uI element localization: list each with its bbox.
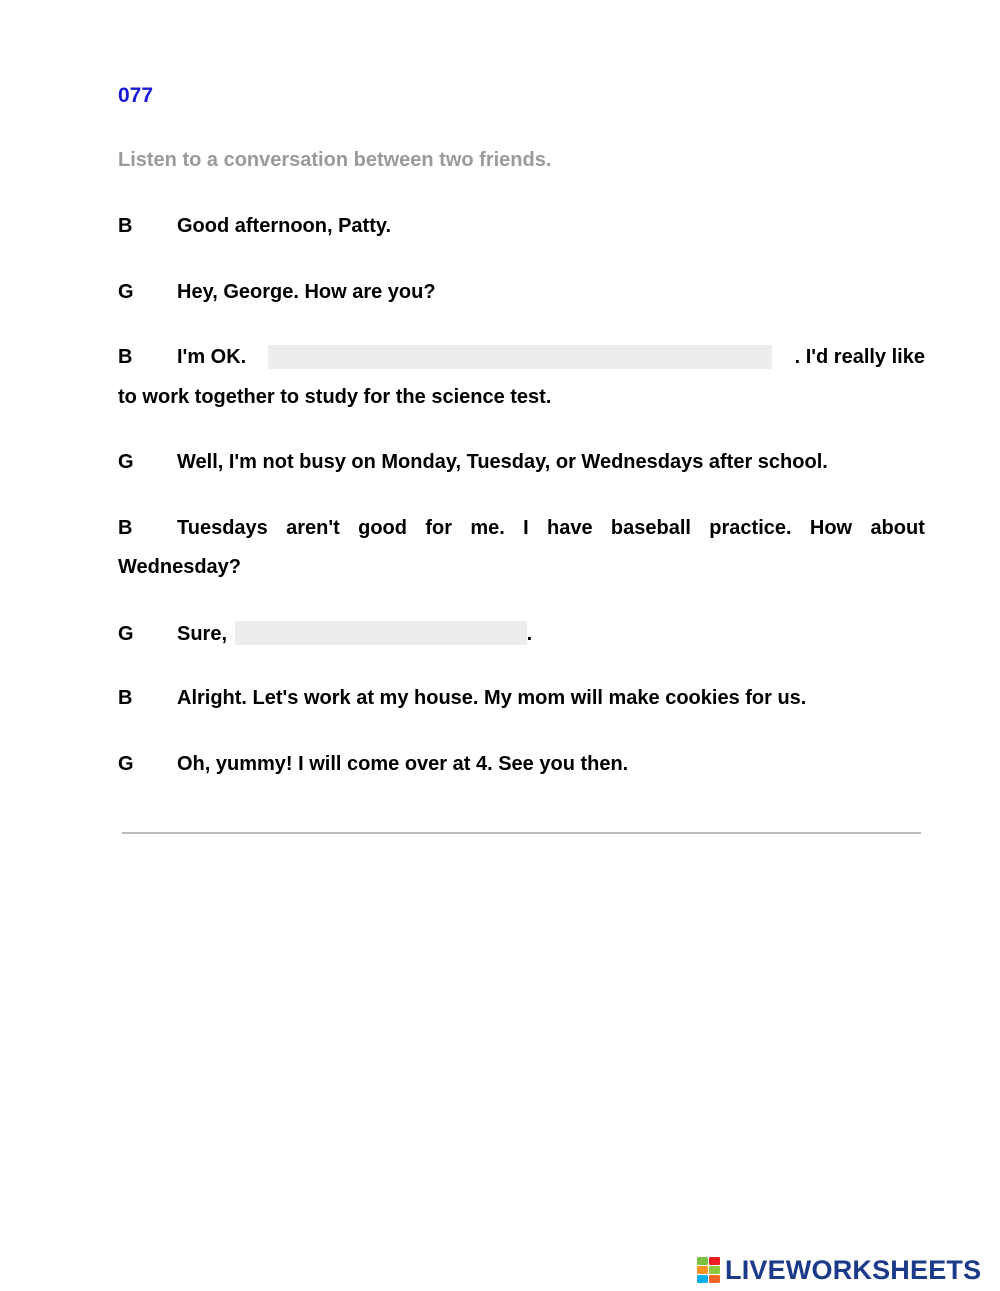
dialogue-continuation: Wednesday?	[118, 556, 241, 578]
divider-line	[122, 832, 921, 834]
dialogue-word: about	[870, 517, 925, 539]
speaker-label: B	[118, 517, 133, 539]
dialogue-text: Sure,	[177, 623, 228, 645]
dialogue-word: How	[809, 517, 853, 539]
dialogue-word: I	[523, 517, 529, 539]
dialogue-text: Alright. Let's work at my house. My mom will make cookies for us.	[177, 687, 807, 709]
dialogue-word: baseball	[610, 517, 691, 539]
instruction-text: Listen to a conversation between two friends.	[118, 149, 552, 171]
liveworksheets-logo-icon	[697, 1257, 721, 1283]
dialogue-line	[118, 516, 925, 540]
brand-watermark	[697, 1255, 981, 1285]
dialogue-text: Hey, George. How are you?	[177, 281, 436, 303]
dialogue-text: Oh, yummy! I will come over at 4. See you then.	[177, 753, 629, 775]
dialogue-word: practice.	[709, 517, 792, 539]
answer-blank-2[interactable]	[235, 621, 527, 645]
dialogue-word: have	[547, 517, 593, 539]
speaker-label: G	[118, 753, 134, 775]
dialogue-word: for	[425, 517, 452, 539]
dialogue-word: Tuesdays	[177, 517, 268, 539]
answer-blank-1[interactable]	[268, 345, 772, 369]
dialogue-word: good	[358, 517, 407, 539]
dialogue-line	[118, 280, 925, 304]
dialogue-text: Well, I'm not busy on Monday, Tuesday, or Wednesdays after school.	[177, 451, 828, 473]
speaker-label: B	[118, 215, 133, 237]
speaker-label: B	[118, 346, 133, 368]
speaker-label: G	[118, 281, 134, 303]
dialogue-continuation: to work together to study for the science test.	[118, 386, 552, 408]
dialogue-line	[118, 686, 925, 710]
dialogue-word: me.	[470, 517, 505, 539]
dialogue-text: . I'd really like	[794, 346, 925, 368]
dialogue-line	[118, 621, 925, 646]
speaker-label: G	[118, 623, 134, 645]
dialogue-text: .	[526, 623, 533, 645]
worksheet-number: 077	[118, 84, 154, 107]
dialogue-line	[118, 450, 925, 474]
brand-name: LIVEWORKSHEETS	[725, 1255, 982, 1285]
speaker-label: G	[118, 451, 134, 473]
dialogue-word: aren't	[286, 517, 340, 539]
dialogue-line	[118, 214, 925, 238]
dialogue-line	[118, 752, 925, 776]
speaker-label: B	[118, 687, 133, 709]
dialogue-text: I'm OK.	[177, 346, 247, 368]
dialogue-line	[118, 345, 925, 369]
dialogue-text: Good afternoon, Patty.	[177, 215, 392, 237]
